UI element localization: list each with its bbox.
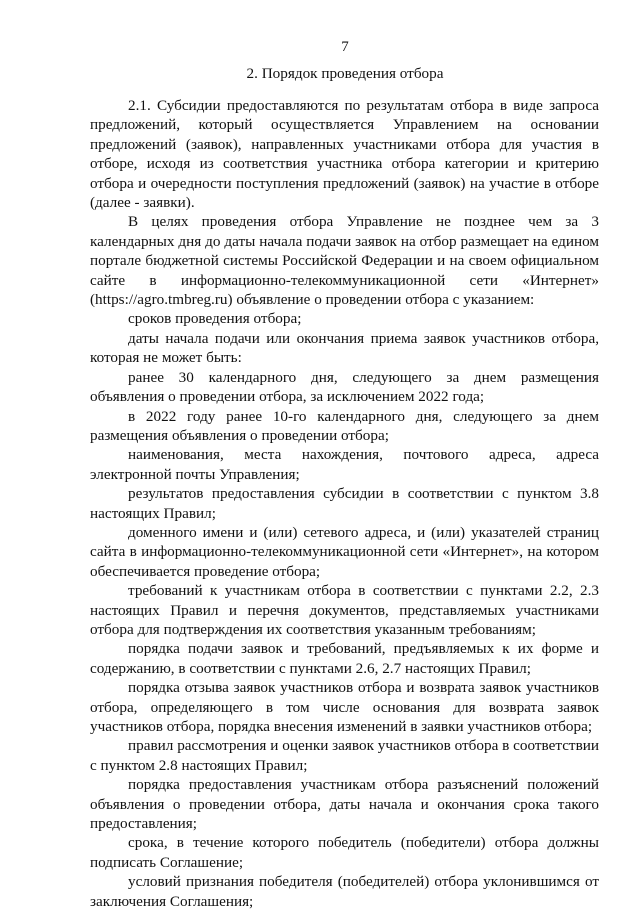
paragraph: 2.1. Субсидии предоставляются по результатам отбора в виде запроса предложений, который осуществляется Управлением на основании предложений (заявок), направленных участниками отбора для участия в отборе, исходя из соответствия участника отбора категории и критерию отбора и очередности поступления предложений (заявок) на участие в отборе (далее - заявки). xyxy=(90,97,599,212)
list-item: сроков проведения отбора; xyxy=(128,310,302,328)
paragraph: В целях проведения отбора Управление не позднее чем за 3 календарных дня до даты начала подачи заявок на отбор размещает на едином портале бюджетной системы Российской Федерации и на своем официальном сайте в информационно-телекоммуникационной сети «Интернет» (https://agro.tmbreg.ru) объявление о проведении отбора с указанием: xyxy=(90,213,599,309)
list-item: срока, в течение которого победитель (победители) отбора должны подписать Соглашение; xyxy=(90,834,599,871)
page-number: 7 xyxy=(341,39,349,55)
list-item: наименования, места нахождения, почтового адреса, адреса электронной почты Управления; xyxy=(90,446,599,483)
list-item: даты начала подачи или окончания приема заявок участников отбора, которая не может быть: xyxy=(90,329,599,367)
list-item: в 2022 году ранее 10-го календарного дня, следующего за днем размещения объявления о проведении отбора; xyxy=(90,407,599,444)
list-item: правил рассмотрения и оценки заявок участников отбора в соответствии с пунктом 2.8 настоящих Правил; xyxy=(90,737,599,774)
list-item: доменного имени и (или) сетевого адреса, и (или) указателей страниц сайта в информационно-телекоммуникационной сети «Интернет», на котором обеспечивается проведение отбора; xyxy=(90,523,599,580)
body-text xyxy=(90,96,599,911)
list-item: результатов предоставления субсидии в соответствии с пунктом 3.8 настоящих Правил; xyxy=(90,485,599,522)
section-title: 2. Порядок проведения отбора xyxy=(246,65,444,82)
list-item: условий признания победителя (победителей) отбора уклонившимся от заключения Соглашения; xyxy=(90,873,599,910)
list-item: порядка отзыва заявок участников отбора и возврата заявок участников отбора, определяющего в том числе основания для возврата заявок участников отбора, порядка внесения изменений в заявки участников отбора; xyxy=(90,679,599,735)
list-item: порядка подачи заявок и требований, предъявляемых к их форме и содержанию, в соответствии с пунктами 2.6, 2.7 настоящих Правил; xyxy=(90,640,599,677)
list-item: требований к участникам отбора в соответствии с пунктами 2.2, 2.3 настоящих Правил и перечня документов, представляемых участниками отбора для подтверждения их соответствия указанным требованиям; xyxy=(90,582,599,638)
list-item: ранее 30 календарного дня, следующего за днем размещения объявления о проведении отбора, за исключением 2022 года; xyxy=(90,368,599,406)
list-item: порядка предоставления участникам отбора разъяснений положений объявления о проведении отбора, даты начала и окончания срока такого предоставления; xyxy=(90,776,599,833)
